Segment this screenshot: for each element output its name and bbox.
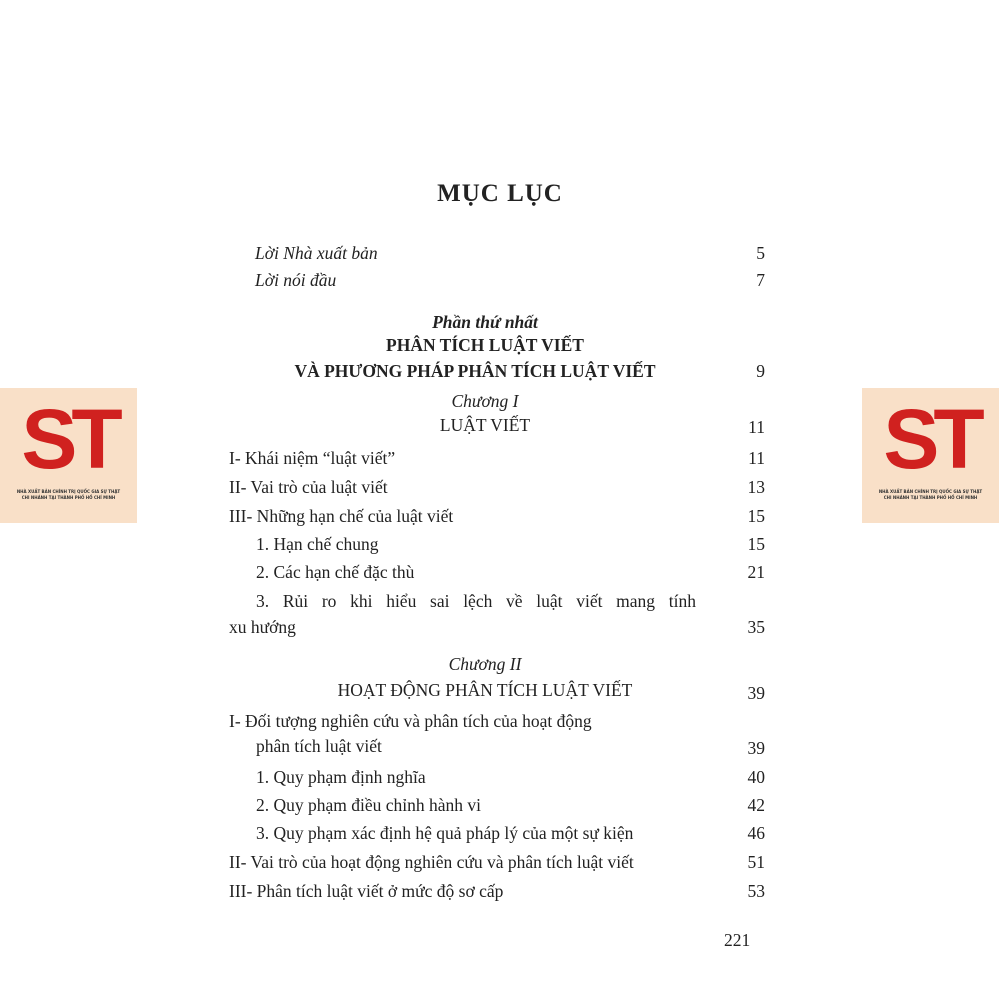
chapter-title: HOẠT ĐỘNG PHÂN TÍCH LUẬT VIẾT — [337, 680, 633, 700]
toc-entry: 2. Quy phạm điều chỉnh hành vi — [256, 795, 482, 815]
toc-page-number: 35 — [747, 617, 765, 637]
toc-entry-continued: xu hướng — [229, 617, 296, 637]
toc-page-number: 40 — [747, 767, 765, 787]
page-number: 221 — [724, 930, 751, 950]
toc-entry: 3. Rủi ro khi hiểu sai lệch về luật viết mang tính — [256, 591, 696, 611]
toc-page-number: 42 — [747, 795, 765, 815]
logo-caption-line1: NHÀ XUẤT BẢN CHÍNH TRỊ QUỐC GIA SỰ THẬT — [878, 489, 983, 494]
logo-caption-line1: NHÀ XUẤT BẢN CHÍNH TRỊ QUỐC GIA SỰ THẬT — [16, 489, 121, 494]
st-logo-icon — [883, 392, 979, 486]
toc-page-number: 21 — [747, 562, 765, 582]
toc-entry-preface: Lời nói đầu — [255, 270, 337, 290]
toc-entry: 1. Hạn chế chung — [256, 534, 379, 554]
toc-entry: I- Đối tượng nghiên cứu và phân tích của hoạt động — [229, 711, 592, 731]
toc-page-number: 46 — [747, 823, 765, 843]
toc-entry: I- Khái niệm “luật viết” — [229, 448, 396, 468]
toc-entry: 1. Quy phạm định nghĩa — [256, 767, 426, 787]
st-logo-icon — [21, 392, 117, 486]
toc-page-number: 51 — [747, 852, 765, 872]
publisher-logo-left — [0, 388, 137, 523]
toc-entry: III- Phân tích luật viết ở mức độ sơ cấp — [229, 881, 504, 901]
toc-page-number: 5 — [756, 243, 765, 263]
toc-entry-continued: phân tích luật viết — [256, 736, 382, 756]
chapter-label: Chương II — [448, 654, 522, 674]
chapter-title: LUẬT VIẾT — [439, 415, 531, 435]
toc-page-number: 15 — [747, 534, 765, 554]
toc-entry: III- Những hạn chế của luật viết — [229, 506, 454, 526]
svg-text:ST: ST — [883, 392, 979, 486]
toc-entry: II- Vai trò của luật viết — [229, 477, 388, 497]
toc-page-number: 15 — [747, 506, 765, 526]
part-heading-line2: VÀ PHƯƠNG PHÁP PHÂN TÍCH LUẬT VIẾT — [294, 361, 656, 381]
toc-page-number: 11 — [748, 417, 765, 437]
toc-page-number: 39 — [747, 683, 765, 703]
toc-page-number: 7 — [756, 270, 765, 290]
toc-entry: 2. Các hạn chế đặc thù — [256, 562, 415, 582]
toc-page-number: 13 — [747, 477, 765, 497]
svg-text:ST: ST — [21, 392, 117, 486]
publisher-logo-right — [862, 388, 999, 523]
toc-page-number: 9 — [756, 361, 765, 381]
toc-entry: II- Vai trò của hoạt động nghiên cứu và phân tích luật viết — [229, 852, 634, 872]
toc-page-number: 39 — [747, 738, 765, 758]
part-heading-line1: PHÂN TÍCH LUẬT VIẾT — [386, 335, 584, 355]
logo-caption-line2: CHI NHÁNH TẠI THÀNH PHỐ HỒ CHÍ MINH — [883, 495, 978, 500]
toc-entry: 3. Quy phạm xác định hệ quả pháp lý của một sự kiện — [256, 823, 634, 843]
page-title: MỤC LỤC — [437, 180, 563, 207]
toc-entry-publisher-note: Lời Nhà xuất bản — [255, 243, 378, 263]
toc-page-number: 53 — [747, 881, 765, 901]
toc-page-number: 11 — [748, 448, 765, 468]
logo-caption-line2: CHI NHÁNH TẠI THÀNH PHỐ HỒ CHÍ MINH — [21, 495, 116, 500]
chapter-label: Chương I — [451, 391, 519, 411]
part-label: Phần thứ nhất — [432, 312, 538, 332]
